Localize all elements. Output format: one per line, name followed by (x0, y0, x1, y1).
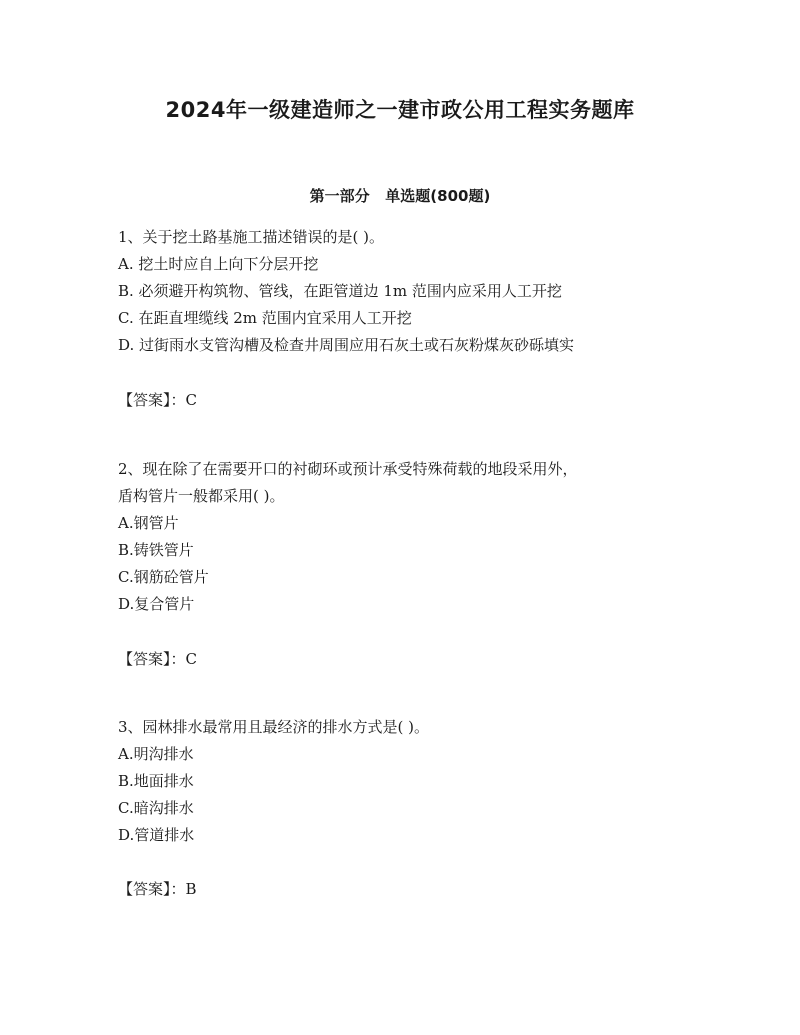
answer-label: 【答案】 (118, 880, 171, 898)
answer-value: C (185, 650, 198, 668)
option-b: B. 必须避开构筑物、管线，在距管道边 1m 范围内应采用人工开挖 (118, 282, 562, 300)
option-b: B.铸铁管片 (118, 541, 194, 559)
question-stem: 1、关于挖土路基施工描述错误的是( )。 (118, 228, 385, 246)
option-a: A.钢管片 (118, 514, 179, 532)
option-a: A. 挖土时应自上向下分层开挖 (118, 255, 319, 273)
question-1 (118, 224, 688, 359)
option-d: D.管道排水 (118, 826, 195, 844)
answer-value: B (185, 880, 197, 898)
answer-3 (118, 878, 197, 900)
answer-separator: ： (170, 650, 186, 668)
answer-separator: ： (170, 391, 186, 409)
document-title: 2024年一级建造师之一建市政公用工程实务题库 (165, 98, 635, 122)
option-b: B.地面排水 (118, 772, 194, 790)
answer-label: 【答案】 (118, 391, 171, 409)
answer-separator: ： (170, 880, 186, 898)
option-d: D.复合管片 (118, 595, 195, 613)
answer-2 (118, 648, 197, 670)
option-d: D. 过街雨水支管沟槽及检查井周围应用石灰土或石灰粉煤灰砂砾填实 (118, 336, 575, 354)
question-3 (118, 714, 688, 849)
answer-1 (118, 389, 197, 411)
option-c: C.钢筋砼管片 (118, 568, 209, 586)
section-title: 第一部分 单选题(800题) (309, 187, 491, 205)
answer-label: 【答案】 (118, 650, 171, 668)
answer-value: C (185, 391, 198, 409)
question-stem: 3、园林排水最常用且最经济的排水方式是( )。 (118, 718, 430, 736)
option-c: C.暗沟排水 (118, 799, 194, 817)
option-c: C. 在距直埋缆线 2m 范围内宜采用人工开挖 (118, 309, 412, 327)
option-a: A.明沟排水 (118, 745, 194, 763)
question-stem-line-2: 盾构管片一般都采用( )。 (118, 487, 285, 505)
question-2 (118, 456, 688, 618)
question-stem-line-1: 2、现在除了在需要开口的衬砌环或预计承受特殊荷载的地段采用外， (118, 460, 578, 478)
